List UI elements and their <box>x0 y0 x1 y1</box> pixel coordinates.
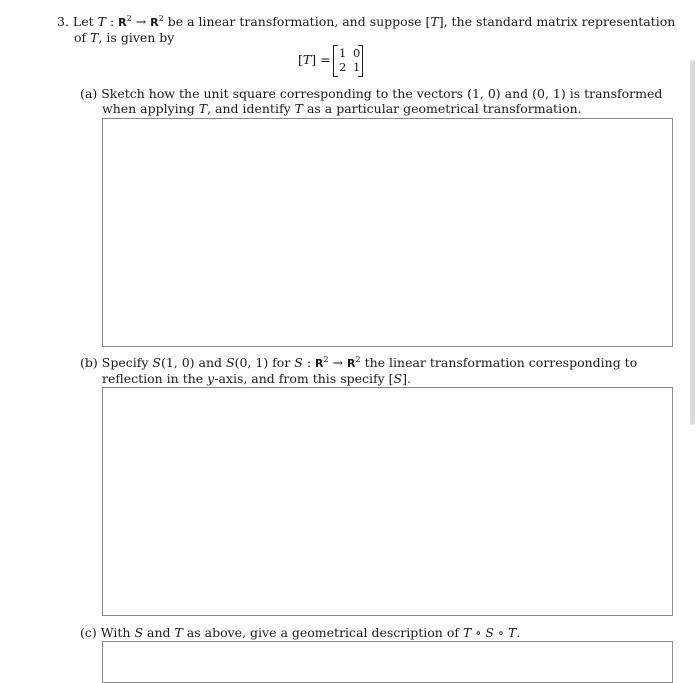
matrix-cell-22: 1 <box>353 60 361 74</box>
part-b-line-1: (b) Specify S(1, 0) and S(0, 1) for S : $R^2 \to R^2$ the linear transformation corresponding to <box>80 355 638 370</box>
vertical-scrollbar[interactable] <box>690 60 695 425</box>
matrix-cell-12: 0 <box>353 46 361 60</box>
part-c-line-1: (c) With S and T as above, give a geometrical description of T ∘ S ∘ T. <box>80 625 521 640</box>
right-bracket <box>358 45 363 77</box>
left-bracket <box>333 45 338 77</box>
part-c-answer-box[interactable] <box>102 641 673 683</box>
part-a-line-2: when applying T, and identify T as a particular geometrical transformation. <box>102 101 582 116</box>
part-b-line-2: reflection in the y-axis, and from this specify [S]. <box>102 371 411 386</box>
question-line-1: 3. Let T : $R^2 \to R^2$ be a linear transformation, and suppose [T], the standard matrix representation <box>57 14 676 29</box>
matrix-lhs: [T] = <box>298 52 331 67</box>
part-b-label: (b) <box>80 355 98 370</box>
question-line-2: of T, is given by <box>74 30 175 45</box>
part-a-line-1: (a) Sketch how the unit square corresponding to the vectors (1, 0) and (0, 1) is transformed <box>80 86 663 101</box>
matrix-cell-11: 1 <box>339 46 347 60</box>
part-a-label: (a) <box>80 86 98 101</box>
matrix-cell-21: 2 <box>339 60 347 74</box>
part-b-answer-box[interactable] <box>102 387 673 616</box>
part-a-answer-box[interactable] <box>102 118 673 347</box>
question-number: 3. <box>57 14 69 29</box>
part-c-label: (c) <box>80 625 97 640</box>
